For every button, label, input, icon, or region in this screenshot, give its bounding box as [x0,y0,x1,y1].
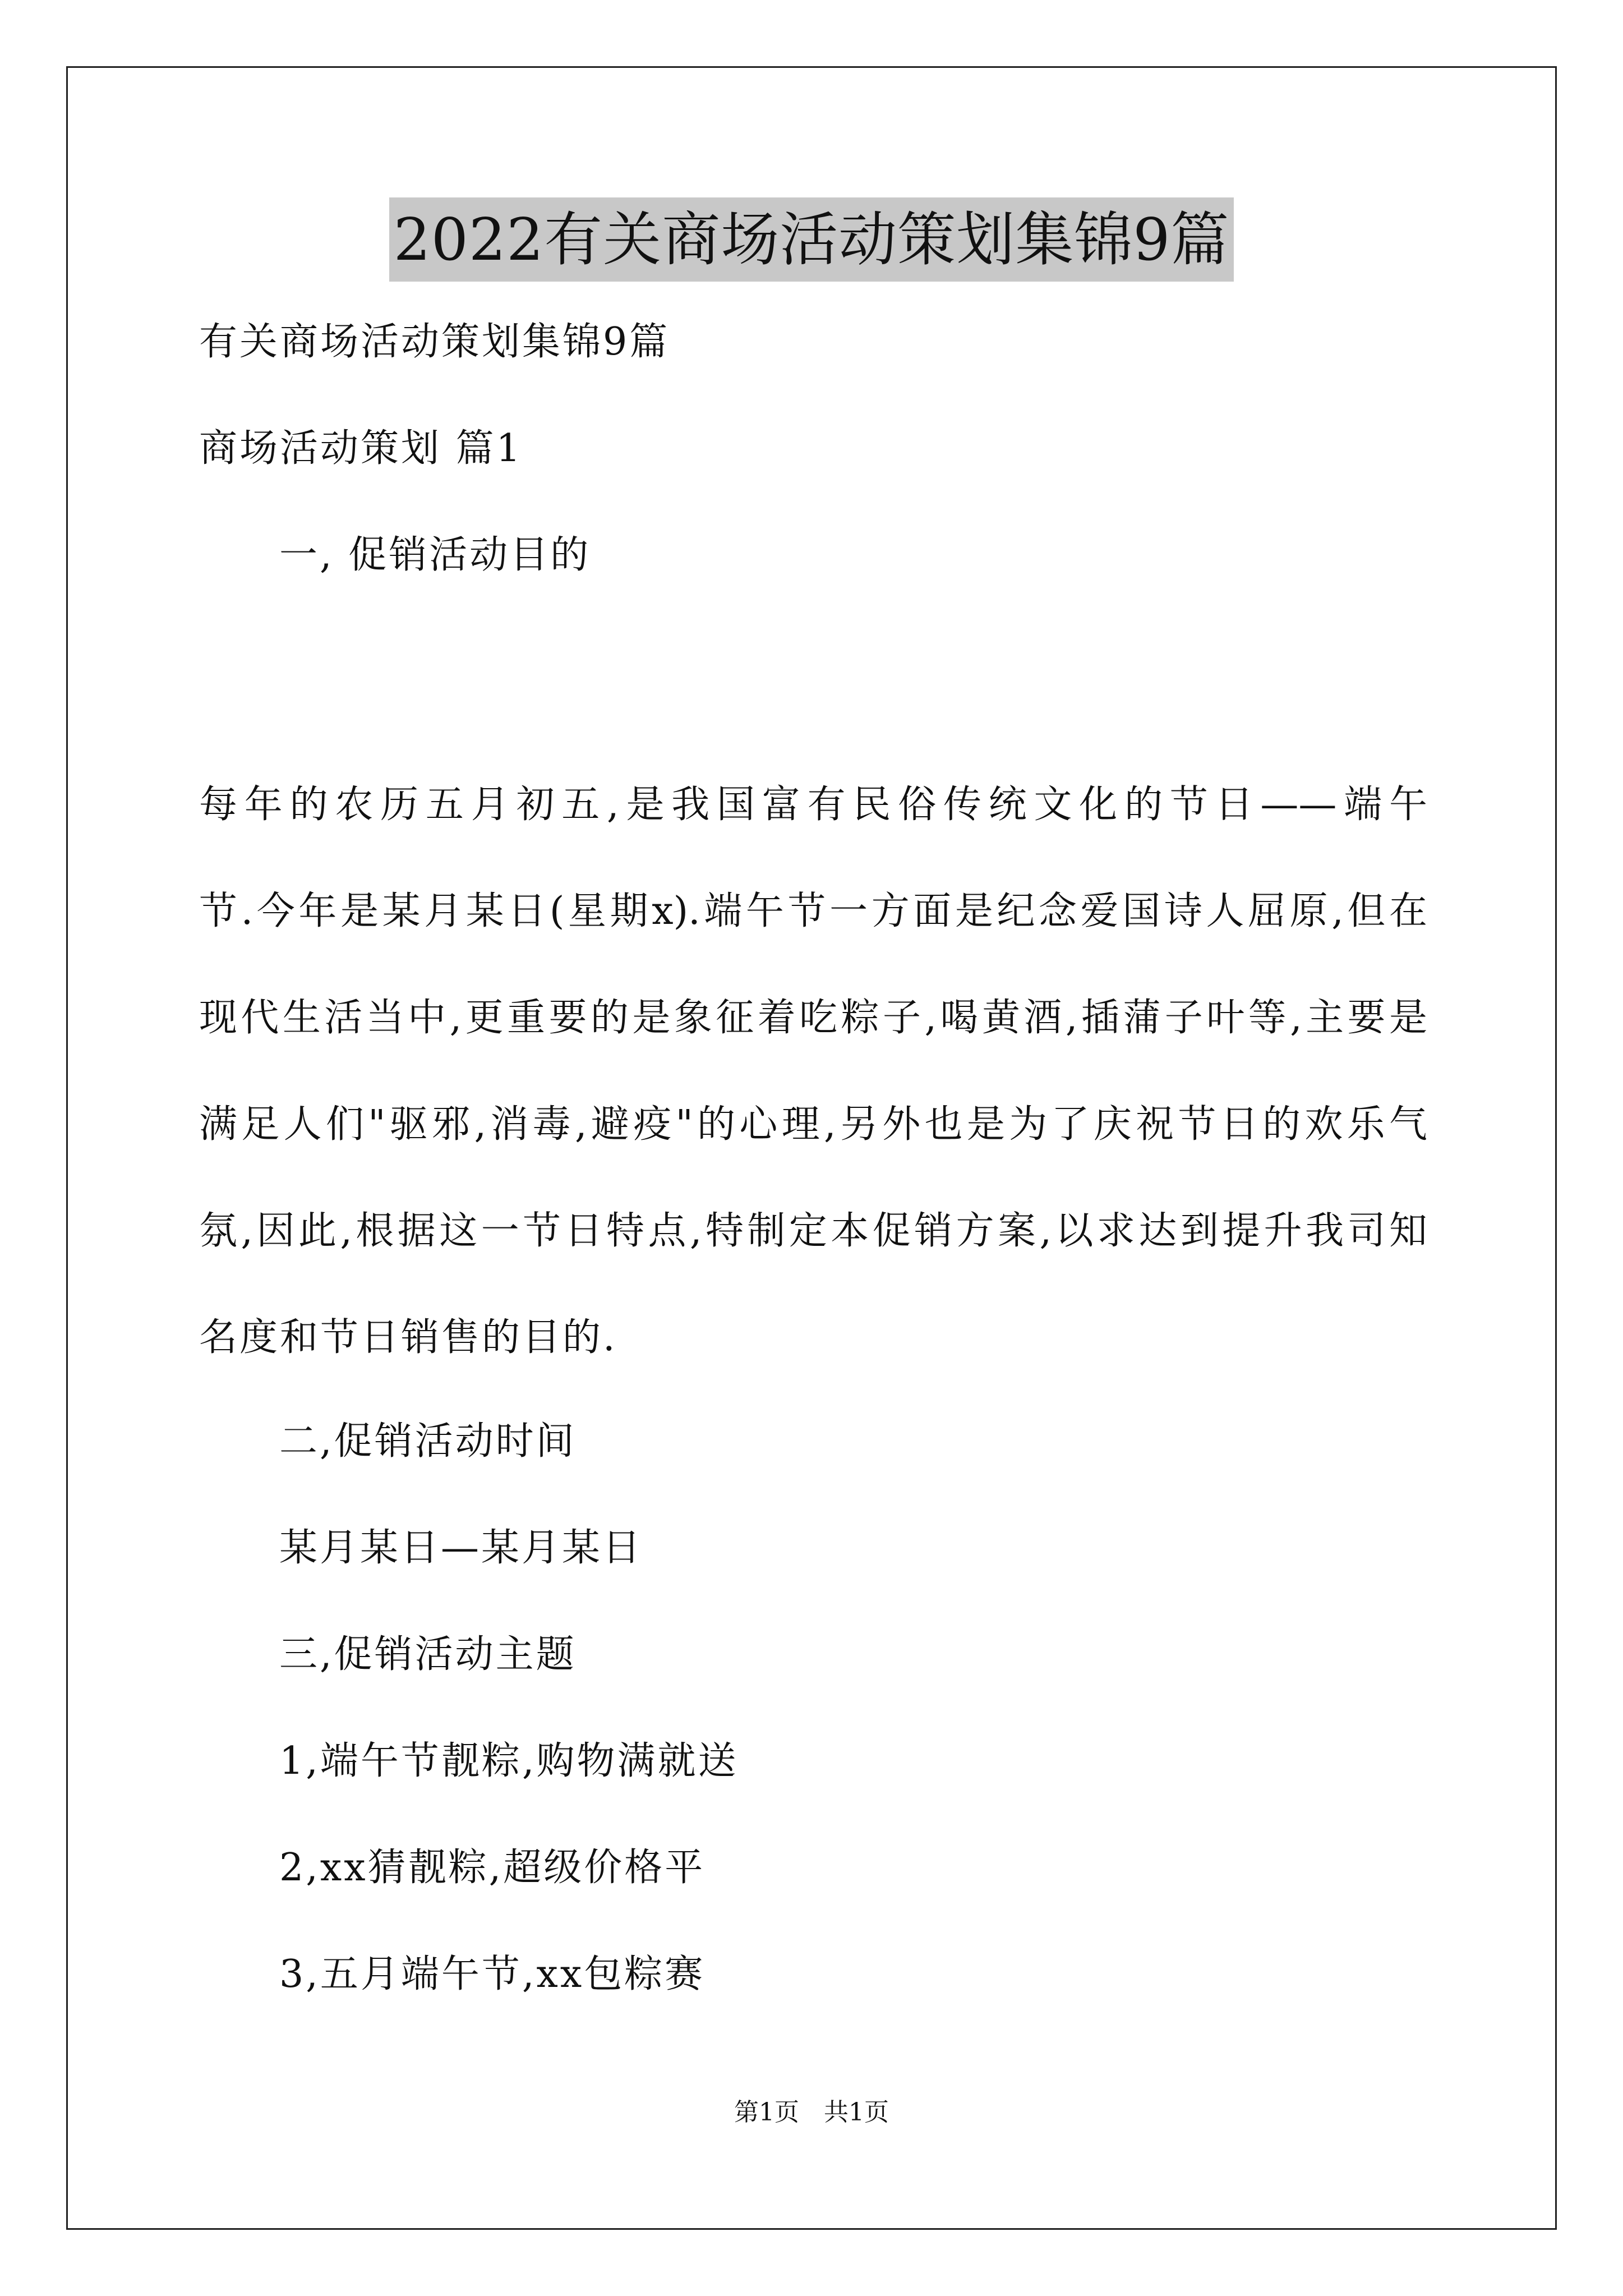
heading-time: 二,促销活动时间 [279,1419,577,1464]
time-range: 某月某日—某月某日 [279,1526,643,1570]
page-footer: 第1页 共1页 [734,2098,889,2127]
theme-item-2: 2,xx猜靓粽,超级价格平 [279,1846,706,1890]
paragraph-line-4: 满足人们"驱邪,消毒,避疫"的心理,另外也是为了庆祝节日的欢乐气 [199,1102,1427,1147]
paragraph-line-2: 节.今年是某月某日(星期x).端午节一方面是纪念爱国诗人屈原,但在 [199,889,1427,933]
paragraph-line-1: 每年的农历五月初五,是我国富有民俗传统文化的节日——端午 [199,783,1427,827]
title-container [0,197,1623,282]
document-title: 2022有关商场活动策划集锦9篇 [389,197,1234,282]
theme-item-1: 1,端午节靓粽,购物满就送 [279,1739,739,1783]
paragraph-line-3: 现代生活当中,更重要的是象征着吃粽子,喝黄酒,插蒲子叶等,主要是 [199,996,1427,1040]
section-heading: 商场活动策划 篇1 [199,426,523,471]
paragraph-line-5: 氛,因此,根据这一节日特点,特制定本促销方案,以求达到提升我司知 [199,1209,1427,1253]
heading-theme: 三,促销活动主题 [279,1632,577,1677]
theme-item-3: 3,五月端午节,xx包粽赛 [279,1952,706,1996]
paragraph-line-6: 名度和节日销售的目的. [199,1315,617,1360]
document-subtitle: 有关商场活动策划集锦9篇 [199,320,670,364]
heading-purpose: 一, 促销活动目的 [279,533,591,577]
